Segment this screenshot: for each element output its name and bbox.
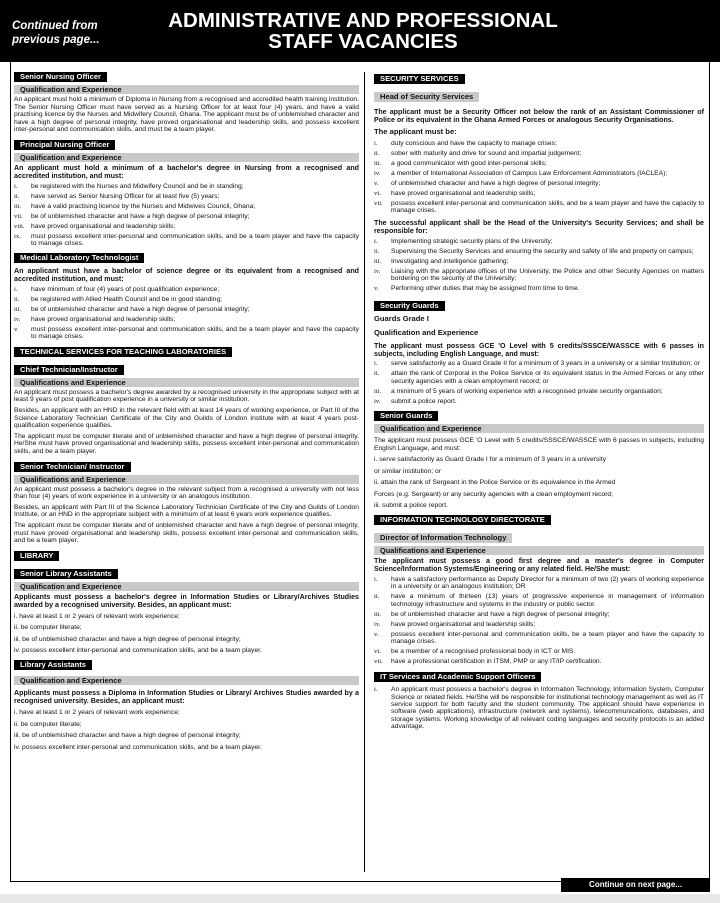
- item-text: be registered with the Nurses and Midwifery Council and be in standing;: [31, 182, 244, 190]
- item-text: a good communicator with good inter-personal skills;: [391, 159, 547, 167]
- requirements-list: [374, 140, 704, 215]
- qualification-heading: Qualifications and Experience: [14, 475, 359, 484]
- item-number: i.: [14, 182, 18, 190]
- item-text: possess excellent inter-personal and communication skills, be a team player and have the capacity to manage crises.: [391, 630, 704, 646]
- requirements-list: [374, 456, 704, 509]
- list-item: [14, 306, 359, 313]
- list-item: [374, 150, 704, 157]
- item-text: Investigating and intelligence gathering;: [391, 258, 509, 265]
- item-number: iv.: [374, 620, 381, 628]
- item-text: have proved organisational and leadership skills;: [31, 315, 176, 323]
- item-number: ii.: [374, 149, 380, 157]
- job-description: The applicant must be computer literate and of unblemished character and have a high degree of personal integrity, must have proved organisational and leadership skills, possess excellent inter-personal and communication skills, and be a team player.: [14, 521, 359, 545]
- item-number: v.: [14, 325, 19, 333]
- item-number: vii.: [374, 658, 383, 666]
- requirements-list: [14, 286, 359, 341]
- continued-from-line2: previous page...: [12, 34, 100, 46]
- item-number: i.: [374, 238, 378, 245]
- qualification-heading: Qualification and Experience: [374, 327, 479, 337]
- item-text: have a satisfactory performance as Deputy Director for a minimum of two (2) years of working experience in a university or an analogous institution; OR: [391, 576, 704, 591]
- section-title: INFORMATION TECHNOLOGY DIRECTORATE: [374, 515, 551, 525]
- item-text: have proved organisational and leadership skills;: [391, 189, 536, 197]
- list-item: [374, 360, 704, 367]
- list-item: [374, 180, 704, 187]
- job-description: Besides, an applicant with an HND in the relevant field with at least 14 years of working experience, or Part III of the Science Laboratory Technician Certificate of the City and Guilds of London Institute with at least 4 years post-qualification experience qualifies.: [14, 406, 359, 430]
- subsection-title: Head of Security Services: [374, 92, 479, 102]
- qualification-heading: Qualification and Experience: [14, 85, 359, 94]
- item-number: ii.: [14, 192, 20, 200]
- job-description: An applicant must possess a bachelor's degree in the relevant subject from a recognised a university with not less than four (4) years of work experience in a university or an analogous institution.: [14, 485, 359, 501]
- requirements-list: [374, 686, 704, 730]
- list-item: [374, 398, 704, 405]
- requirements-list: [14, 709, 359, 751]
- list-item: ii. be computer literate;: [14, 624, 82, 632]
- item-text: of unblemished character and have a high degree of personal integrity;: [391, 179, 601, 187]
- item-number: ii.: [374, 248, 380, 255]
- qualification-heading: Qualifications and Experience: [374, 546, 704, 555]
- section-title: Security Guards: [374, 301, 445, 311]
- item-number: iv.: [374, 397, 381, 405]
- list-item: [14, 213, 359, 220]
- list-item: [374, 648, 704, 655]
- item-number: v.: [374, 285, 379, 293]
- item-number: vi.: [374, 648, 381, 656]
- item-number: i.: [374, 360, 378, 368]
- list-item: iv. possess excellent inter-personal and communication skills, and be a team player.: [14, 646, 262, 654]
- item-number: iii.: [374, 387, 382, 395]
- item-text: Performing other duties that may be assigned from time to time.: [391, 285, 580, 293]
- item-text: submit a police report.: [391, 397, 457, 405]
- item-number: i.: [374, 139, 378, 147]
- list-item: [374, 658, 704, 665]
- subsection-title: IT Services and Academic Support Officers: [374, 672, 541, 682]
- list-item: [14, 203, 359, 210]
- item-text: Liaising with the appropriate offices of the University, the Police and other Security Agencies on matters bordering on the security of the University;: [391, 268, 704, 283]
- item-text: must possess excellent inter-personal and communication skills, and be a team player and have the capacity to manage crises.: [31, 232, 359, 247]
- item-number: iii.: [374, 159, 382, 167]
- list-item: iii. be of unblemished character and have a high degree of personal integrity;: [14, 732, 241, 740]
- job-description: An applicant must hold a minimum of Diploma in Nursing from a recognised and accredited health training institution. The Senior Nursing Officer must have served as a Nursing Officer for at least four (4) years, and have a valid practising licence by the Nurses and Midwifery Council, Ghana. The applicant must be of unblemished character and have a high degree of personal integrity, have proved organisational and leadership skills, and possess excellent inter-personal and communication skills, and must be a team player.: [14, 96, 359, 134]
- requirements-list: [14, 613, 359, 655]
- responsibilities-list: [374, 238, 704, 293]
- item-text: have proved organisational and leadership skills;: [31, 222, 176, 230]
- item-number: ii.: [374, 370, 380, 378]
- item-number: vii.: [374, 199, 383, 207]
- qualification-heading: Qualification and Experience: [14, 153, 359, 162]
- requirement-lead: The applicant must possess GCE 'O Level with 5 credits/SSSCE/WASSCE with 6 passes in subjects, including English Language, and must:: [374, 341, 704, 358]
- requirement-lead: Applicants must possess a Diploma in Information Studies or Library/ Archives Studies awarded by a recognised university. Besides, an applicant must:: [14, 689, 359, 706]
- item-text: An applicant must possess a bachelor's degree in Information Technology, Information System, Computer Science or related fields. He/She will be responsible for institutional technology management as well as IT service support for both faculty and the student community. The applicant should have experience in software (web applications), infrastructure (network and systems), telecommunications, databases, and storage systems. Working knowledge of all relevant coding languages and security protocols is an added advantage.: [391, 686, 704, 731]
- section-title: Senior Nursing Officer: [14, 72, 107, 82]
- title-line-1: ADMINISTRATIVE AND PROFESSIONAL: [168, 9, 558, 32]
- list-item: [374, 576, 704, 591]
- item-number: viii.: [14, 222, 25, 230]
- list-item: [374, 200, 704, 215]
- subsection-title: Director of Information Technology: [374, 533, 512, 543]
- list-item: iv. possess excellent inter-personal and communication skills, and be a team player.: [14, 743, 262, 751]
- list-item: [14, 193, 359, 200]
- list-item: i. have at least 1 or 2 years of relevant work experience;: [14, 612, 180, 620]
- list-item: [374, 621, 704, 628]
- item-text: must possess excellent inter-personal and communication skills, and be a team player and have the capacity to manage crises.: [31, 325, 359, 341]
- item-number: vii.: [14, 212, 23, 220]
- list-item: [374, 686, 704, 730]
- responsibilities-lead: The successful applicant shall be the Head of the University's Security Services; and shall be responsible for:: [374, 219, 704, 236]
- section-title: Medical Laboratory Technologist: [14, 253, 144, 263]
- subsection-title: Senior Library Assistants: [14, 569, 118, 579]
- item-text: Supervising the Security Services and ensuring the security and safety of life and property on campus;: [391, 248, 694, 255]
- list-item: [14, 233, 359, 248]
- list-item: [374, 238, 704, 245]
- continue-next-label: Continue on next page...: [561, 878, 710, 892]
- title-line-2: STAFF VACANCIES: [268, 30, 458, 53]
- item-text: be of unblemished character and have a high degree of personal integrity;: [31, 212, 250, 220]
- requirement-lead: Applicants must possess a bachelor's degree in Information Studies or Library/Archives Studies awarded by a recognised university. Besides, an applicant must:: [14, 592, 359, 609]
- item-text: have minimum of four (4) years of post qualification experience;: [31, 285, 220, 293]
- list-item: or similar institution; or: [374, 467, 441, 475]
- list-item: [14, 316, 359, 323]
- item-text: be of unblemished character and have a high degree of personal integrity;: [31, 305, 250, 313]
- list-item: [374, 160, 704, 167]
- item-number: iii.: [14, 305, 22, 313]
- subsection-title: Senior Technician/ Instructor: [14, 462, 131, 472]
- list-item: [374, 258, 704, 265]
- qualification-heading: Qualification and Experience: [374, 424, 704, 433]
- item-number: iv.: [14, 315, 21, 323]
- item-text: serve satisfactorily as a Guard Grade II for a minimum of 3 years in a university or a similar Institution; or: [391, 360, 700, 368]
- item-text: a minimum of 5 years of working experience with a recognised private security organisation;: [391, 387, 663, 395]
- item-text: have a valid practising licence by the Nurses and Midwives Council, Ghana;: [31, 202, 256, 210]
- job-description: The applicant must be computer literate and of unblemished character and have a high degree of personal integrity. He/She must have proved organisational and leadership skills, possess excellent inter-personal and communication skills, and be a team player.: [14, 432, 359, 455]
- list-item: [14, 223, 359, 230]
- list-item: [374, 248, 704, 255]
- continued-from-line1: Continued from: [12, 20, 98, 32]
- item-number: iii.: [374, 258, 382, 265]
- item-number: ix.: [14, 232, 21, 240]
- item-text: duty conscious and have the capacity to manage crises;: [391, 139, 557, 147]
- item-text: be registered with Allied Health Council and be in good standing;: [31, 295, 223, 303]
- subsection-title: Chief Technician/Instructor: [14, 365, 124, 375]
- section-title: TECHNICAL SERVICES FOR TEACHING LABORATORIES: [14, 347, 232, 357]
- continued-from-label: [12, 19, 100, 47]
- column-divider: [364, 72, 365, 872]
- requirements-list: [374, 360, 704, 405]
- item-number: v.: [374, 179, 379, 187]
- item-text: attain the rank of Corporal in the Police Service or its equivalent status in the Armed Forces or any other security agencies with a clean employment record; or: [391, 370, 704, 385]
- list-item: i. have at least 1 or 2 years of relevant work experience;: [14, 709, 180, 717]
- item-number: i.: [374, 686, 378, 694]
- list-item: [374, 285, 704, 292]
- list-item: [374, 268, 704, 283]
- section-title: SECURITY SERVICES: [374, 74, 465, 84]
- item-text: have proved organisational and leadership skills;: [391, 620, 536, 628]
- list-item: [374, 140, 704, 147]
- item-text: Implementing strategic security plans of the University;: [391, 238, 553, 245]
- list-item: [14, 296, 359, 303]
- list-item: [374, 611, 704, 618]
- requirement-lead: An applicant must have a bachelor of science degree or its equivalent from a recognised and accredited institution, and must:: [14, 267, 359, 284]
- right-column: [374, 66, 704, 878]
- list-item: ii. be computer literate;: [14, 720, 82, 728]
- list-item: [374, 631, 704, 646]
- list-heading: The applicant must be:: [374, 127, 457, 136]
- list-item: Forces (e.g. Sergeant) or any security agencies with a clean employment record;: [374, 490, 614, 498]
- header-banner: [0, 0, 720, 62]
- item-number: iv.: [374, 169, 381, 177]
- item-number: iii.: [14, 202, 22, 210]
- section-title: Senior Guards: [374, 411, 438, 421]
- list-item: [374, 170, 704, 177]
- qualification-heading: Qualification and Experience: [14, 582, 359, 591]
- list-item: iii. be of unblemished character and have a high degree of personal integrity;: [14, 635, 241, 643]
- subsection-title: Library Assistants: [14, 660, 92, 670]
- item-number: vi.: [374, 189, 381, 197]
- list-item: [14, 326, 359, 341]
- job-description: Besides, an applicant with Part III of the Science Laboratory Technician Certificate of the City and Guilds of London Institute, or an HND in the appropriate subject with a minimum of at least 6 years work experience qualifies.: [14, 503, 359, 519]
- item-number: iv.: [374, 268, 381, 275]
- item-text: possess excellent inter-personal and communication skills, and be a team player and have the capacity to manage crises.: [391, 199, 704, 214]
- grade-heading: Guards Grade I: [374, 313, 429, 323]
- list-item: [374, 370, 704, 385]
- requirement-lead: The applicant must possess a good first degree and a master's degree in Computer Science/Information Systems/Engineering or any related field. He/She must:: [374, 557, 704, 574]
- requirements-list: [14, 183, 359, 248]
- item-number: i.: [374, 576, 378, 584]
- item-number: ii.: [14, 295, 20, 303]
- page-bottom-band: [0, 894, 720, 903]
- item-text: have served as Senior Nursing Officer for at least five (5) years;: [31, 192, 220, 200]
- item-text: a member of International Association of Campus Law Enforcement Administrators (IACLEA);: [391, 169, 668, 177]
- requirement-lead: An applicant must hold a minimum of a bachelor's degree in Nursing from a recognised and accredited institution, and must:: [14, 163, 359, 180]
- requirement-lead: The applicant must be a Security Officer not below the rank of an Assistant Commissioner of Police or its equivalent in the Ghana Armed Forces or analogous Security Organisations.: [374, 108, 704, 124]
- list-item: [374, 593, 704, 608]
- list-item: [374, 388, 704, 395]
- item-text: be of unblemished character and have a high degree of personal integrity;: [391, 610, 610, 618]
- list-item: iii. submit a police report.: [374, 502, 448, 510]
- list-item: [14, 286, 359, 293]
- qualification-heading: Qualifications and Experience: [14, 378, 359, 387]
- list-item: ii. attain the rank of Sergeant in the Police Service or its equivalence in the Armed: [374, 479, 616, 487]
- item-text: have a minimum of thirteen (13) years of progressive experience in management of information technology infrastructure and systems in the industry or public sector.: [391, 593, 704, 608]
- list-item: i. serve satisfactorily as Guard Grade I for a minimum of 3 years in a university: [374, 456, 606, 464]
- item-number: ii.: [374, 593, 380, 601]
- list-item: [14, 183, 359, 190]
- item-text: sober with maturity and drive for sound and impartial judgement;: [391, 149, 582, 157]
- page-title: [128, 10, 598, 52]
- section-title: LIBRARY: [14, 551, 59, 561]
- item-number: iii.: [374, 610, 382, 618]
- job-description: An applicant must possess a bachelor's degree awarded by a recognised university in the appropriate subject with at least 9 years of post qualification experience in a university or similar institution.: [14, 388, 359, 404]
- section-title: Principal Nursing Officer: [14, 140, 115, 150]
- left-column: [14, 66, 359, 878]
- item-text: have a professional certification in ITSM, PMP or any IT/IP certification.: [391, 658, 602, 666]
- item-number: i.: [14, 285, 18, 293]
- item-text: be a member of a recognised professional body in ICT or MIS.: [391, 648, 576, 656]
- requirement-lead: The applicant must possess GCE 'O Level with 5 credits/SSSCE/WASSCE with 6 passes in subjects, including English Language, and must:: [374, 437, 704, 452]
- qualification-heading: Qualification and Experience: [14, 676, 359, 685]
- requirements-list: [374, 576, 704, 666]
- item-number: v.: [374, 630, 379, 638]
- list-item: [374, 190, 704, 197]
